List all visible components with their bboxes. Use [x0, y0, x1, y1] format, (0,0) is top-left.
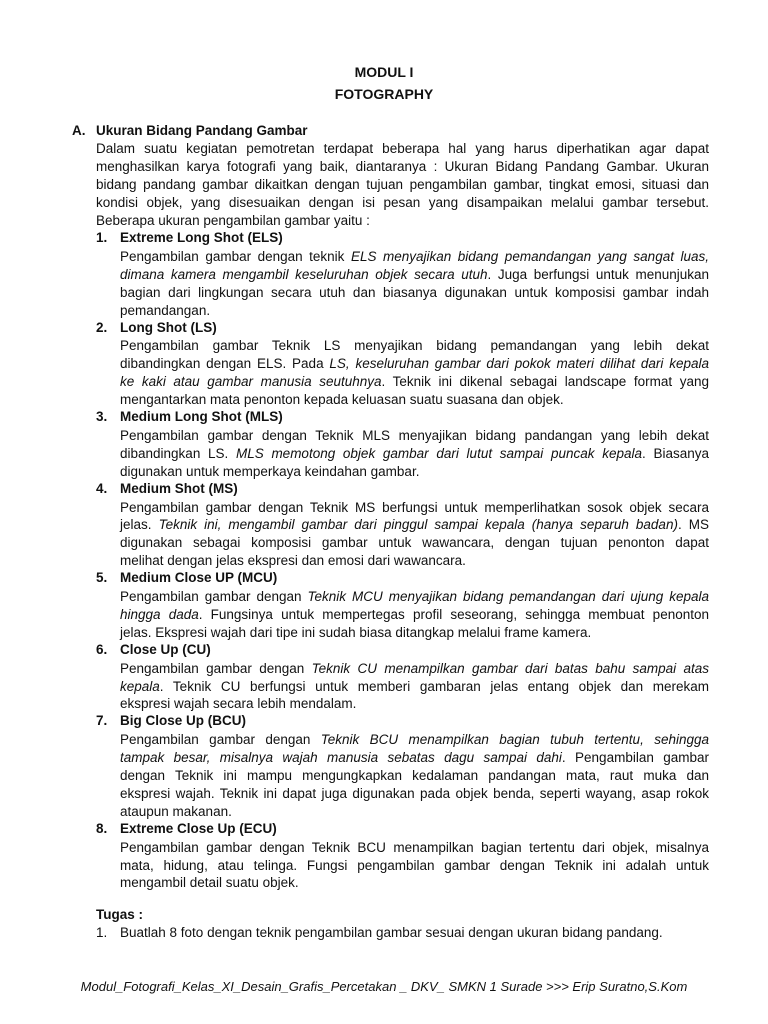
- tugas-item-text: Buatlah 8 foto dengan teknik pengambilan gambar sesuai dengan ukuran bidang pandang.: [120, 925, 663, 940]
- item-body-line: Pengambilan gambar dengan Teknik BCU menampilkan bagian tertentu dari objek, misalnya: [120, 839, 709, 855]
- item-body: [120, 731, 709, 821]
- item-body: [120, 839, 709, 893]
- module-title: MODUL I: [354, 64, 414, 80]
- item-body-line: ataupun makanan.: [120, 803, 232, 819]
- intro-line: menghasilkan karya fotografi yang baik, diantaranya : Ukuran Bidang Pandang Gambar. Ukuran: [96, 158, 709, 174]
- item-body: [120, 499, 709, 571]
- intro-line: bidang pandang gambar dikaitkan dengan tujuan pengambilan gambar, tingkat emosi, situasi dan: [96, 176, 709, 192]
- item-body-line: dimana kamera mengambil keseluruhan objek secara utuh. Juga berfungsi untuk menunjukan: [120, 266, 710, 282]
- intro-paragraph: [96, 140, 709, 230]
- item-body-line: kepala. Teknik CU berfungsi untuk memberi gambaran jelas entang objek dan merekam: [120, 678, 709, 694]
- item-body-line: dengan Teknik ini mampu mengungkapkan kedalaman pandangan mata, raut muka dan: [120, 768, 709, 783]
- item-body-line: jelas. Ekspresi wajah dari tipe ini sudah biasa ditangkap melalui frame kamera.: [120, 624, 592, 640]
- intro-line: kondisi objek, yang disesuaikan dengan isi pesan yang disampaikan melalui gambar tersebut.: [96, 194, 709, 210]
- tugas-heading: Tugas :: [96, 907, 143, 922]
- item-body-line: Pengambilan gambar dengan Teknik MLS menyajikan bidang pandangan yang lebih dekat: [120, 427, 709, 443]
- item-body-line: Pengambilan gambar dengan Teknik MS berfungsi untuk memperlihatkan sosok objek secara: [120, 499, 709, 515]
- item-heading: Extreme Close Up (ECU): [120, 820, 277, 836]
- item-heading: Medium Long Shot (MLS): [120, 409, 283, 424]
- item-number: 7.: [96, 713, 108, 729]
- item-body-line: melihat dengan jelas ekspresi dan emosi dari wawancara.: [120, 553, 466, 569]
- section-heading: Ukuran Bidang Pandang Gambar: [96, 123, 308, 138]
- item-body-line: dibandingkan dengan ELS. Pada LS, keseluruhan gambar dari pokok materi dilihat dari kepala: [120, 356, 710, 372]
- item-body-line: hingga dada. Fungsinya untuk mempertegas profil seseorang, sehingga membuat penonton: [120, 606, 709, 622]
- item-body-line: ke kaki atau gambar manusia seutuhnya. Teknik ini dikenal sebagai landscape format yang: [120, 374, 709, 390]
- item-body-line: bagian dari lingkungan secara utuh dan biasanya digunakan untuk komposisi gambar indah: [120, 284, 709, 300]
- item-body-line: tampak besar, misalnya wajah manusia sebatas dagu sampai dahi. Pengambilan gambar: [120, 750, 709, 766]
- item-number: 1.: [96, 230, 108, 245]
- item-body-line: pemandangan.: [120, 302, 211, 318]
- item-body: [120, 337, 709, 409]
- item-number: 5.: [96, 570, 108, 586]
- item-body-line: Pengambilan gambar dengan Teknik BCU menampilkan bagian tubuh tertentu, sehingga: [120, 732, 709, 748]
- item-body-line: mengambil detail suatu objek.: [120, 875, 299, 891]
- tugas-item-number: 1.: [96, 925, 108, 940]
- item-heading: Close Up (CU): [120, 641, 211, 657]
- item-number: 3.: [96, 409, 108, 424]
- item-number: 6.: [96, 641, 108, 657]
- item-body-line: dibandingkan LS. MLS memotong objek gambar dari lutut sampai puncak kepala. Biasanya: [120, 445, 709, 461]
- item-number: 8.: [96, 820, 108, 836]
- item-body-line: ekspresi wajah. Teknik ini dapat juga digunakan pada objek benda, seperti wayang, asap rokok: [120, 785, 709, 801]
- item-body: [120, 660, 709, 714]
- item-heading: Medium Close UP (MCU): [120, 570, 278, 586]
- item-body-line: mengantarkan mata penonton kepada keluasan suatu suasana dan objek.: [120, 392, 564, 408]
- item-number: 2.: [96, 319, 108, 335]
- section-marker: A.: [72, 123, 86, 138]
- item-heading: Medium Shot (MS): [120, 480, 238, 496]
- item-body-line: digunakan untuk memperkaya keindahan gambar.: [120, 463, 420, 479]
- item-body-line: ekspresi wajah secara lebih mendalam.: [120, 696, 357, 712]
- item-body: [120, 588, 709, 642]
- item-body-line: Pengambilan gambar Teknik LS menyajikan bidang pemandangan yang lebih dekat: [120, 338, 709, 354]
- item-body-line: mata, hidung, atau telinga. Fungsi pengambilan gambar dengan Teknik ini adalah untuk: [120, 857, 709, 873]
- item-body-line: digunakan sebagai komposisi gambar untuk wawancara, dengan tujuan penonton dapat: [120, 535, 709, 551]
- item-body-line: Pengambilan gambar dengan Teknik CU menampilkan gambar dari batas bahu sampai atas: [120, 660, 709, 676]
- item-body-line: jelas. Teknik ini, mengambil gambar dari pinggul sampai kepala (hanya separuh badan). MS: [120, 517, 709, 533]
- item-heading: Big Close Up (BCU): [120, 713, 246, 729]
- item-body-line: Pengambilan gambar dengan teknik ELS menyajikan bidang pemandangan yang sangat luas,: [120, 248, 709, 264]
- item-number: 4.: [96, 480, 108, 496]
- item-body-line: Pengambilan gambar dengan Teknik MCU menyajikan bidang pemandangan dari ujung kepala: [120, 589, 709, 604]
- item-heading: Long Shot (LS): [120, 319, 217, 335]
- intro-line: Beberapa ukuran pengambilan gambar yaitu :: [96, 212, 370, 228]
- item-heading: Extreme Long Shot (ELS): [120, 230, 283, 245]
- item-body: [120, 248, 709, 320]
- module-subtitle: FOTOGRAPHY: [334, 86, 434, 102]
- intro-line: Dalam suatu kegiatan pemotretan terdapat beberapa hal yang harus diperhatikan agar dapat: [96, 141, 709, 156]
- item-body: [120, 427, 709, 481]
- page-footer: Modul_Fotografi_Kelas_XI_Desain_Grafis_Percetakan _ DKV_ SMKN 1 Surade >>> Erip Suratno,S.Kom: [80, 979, 688, 994]
